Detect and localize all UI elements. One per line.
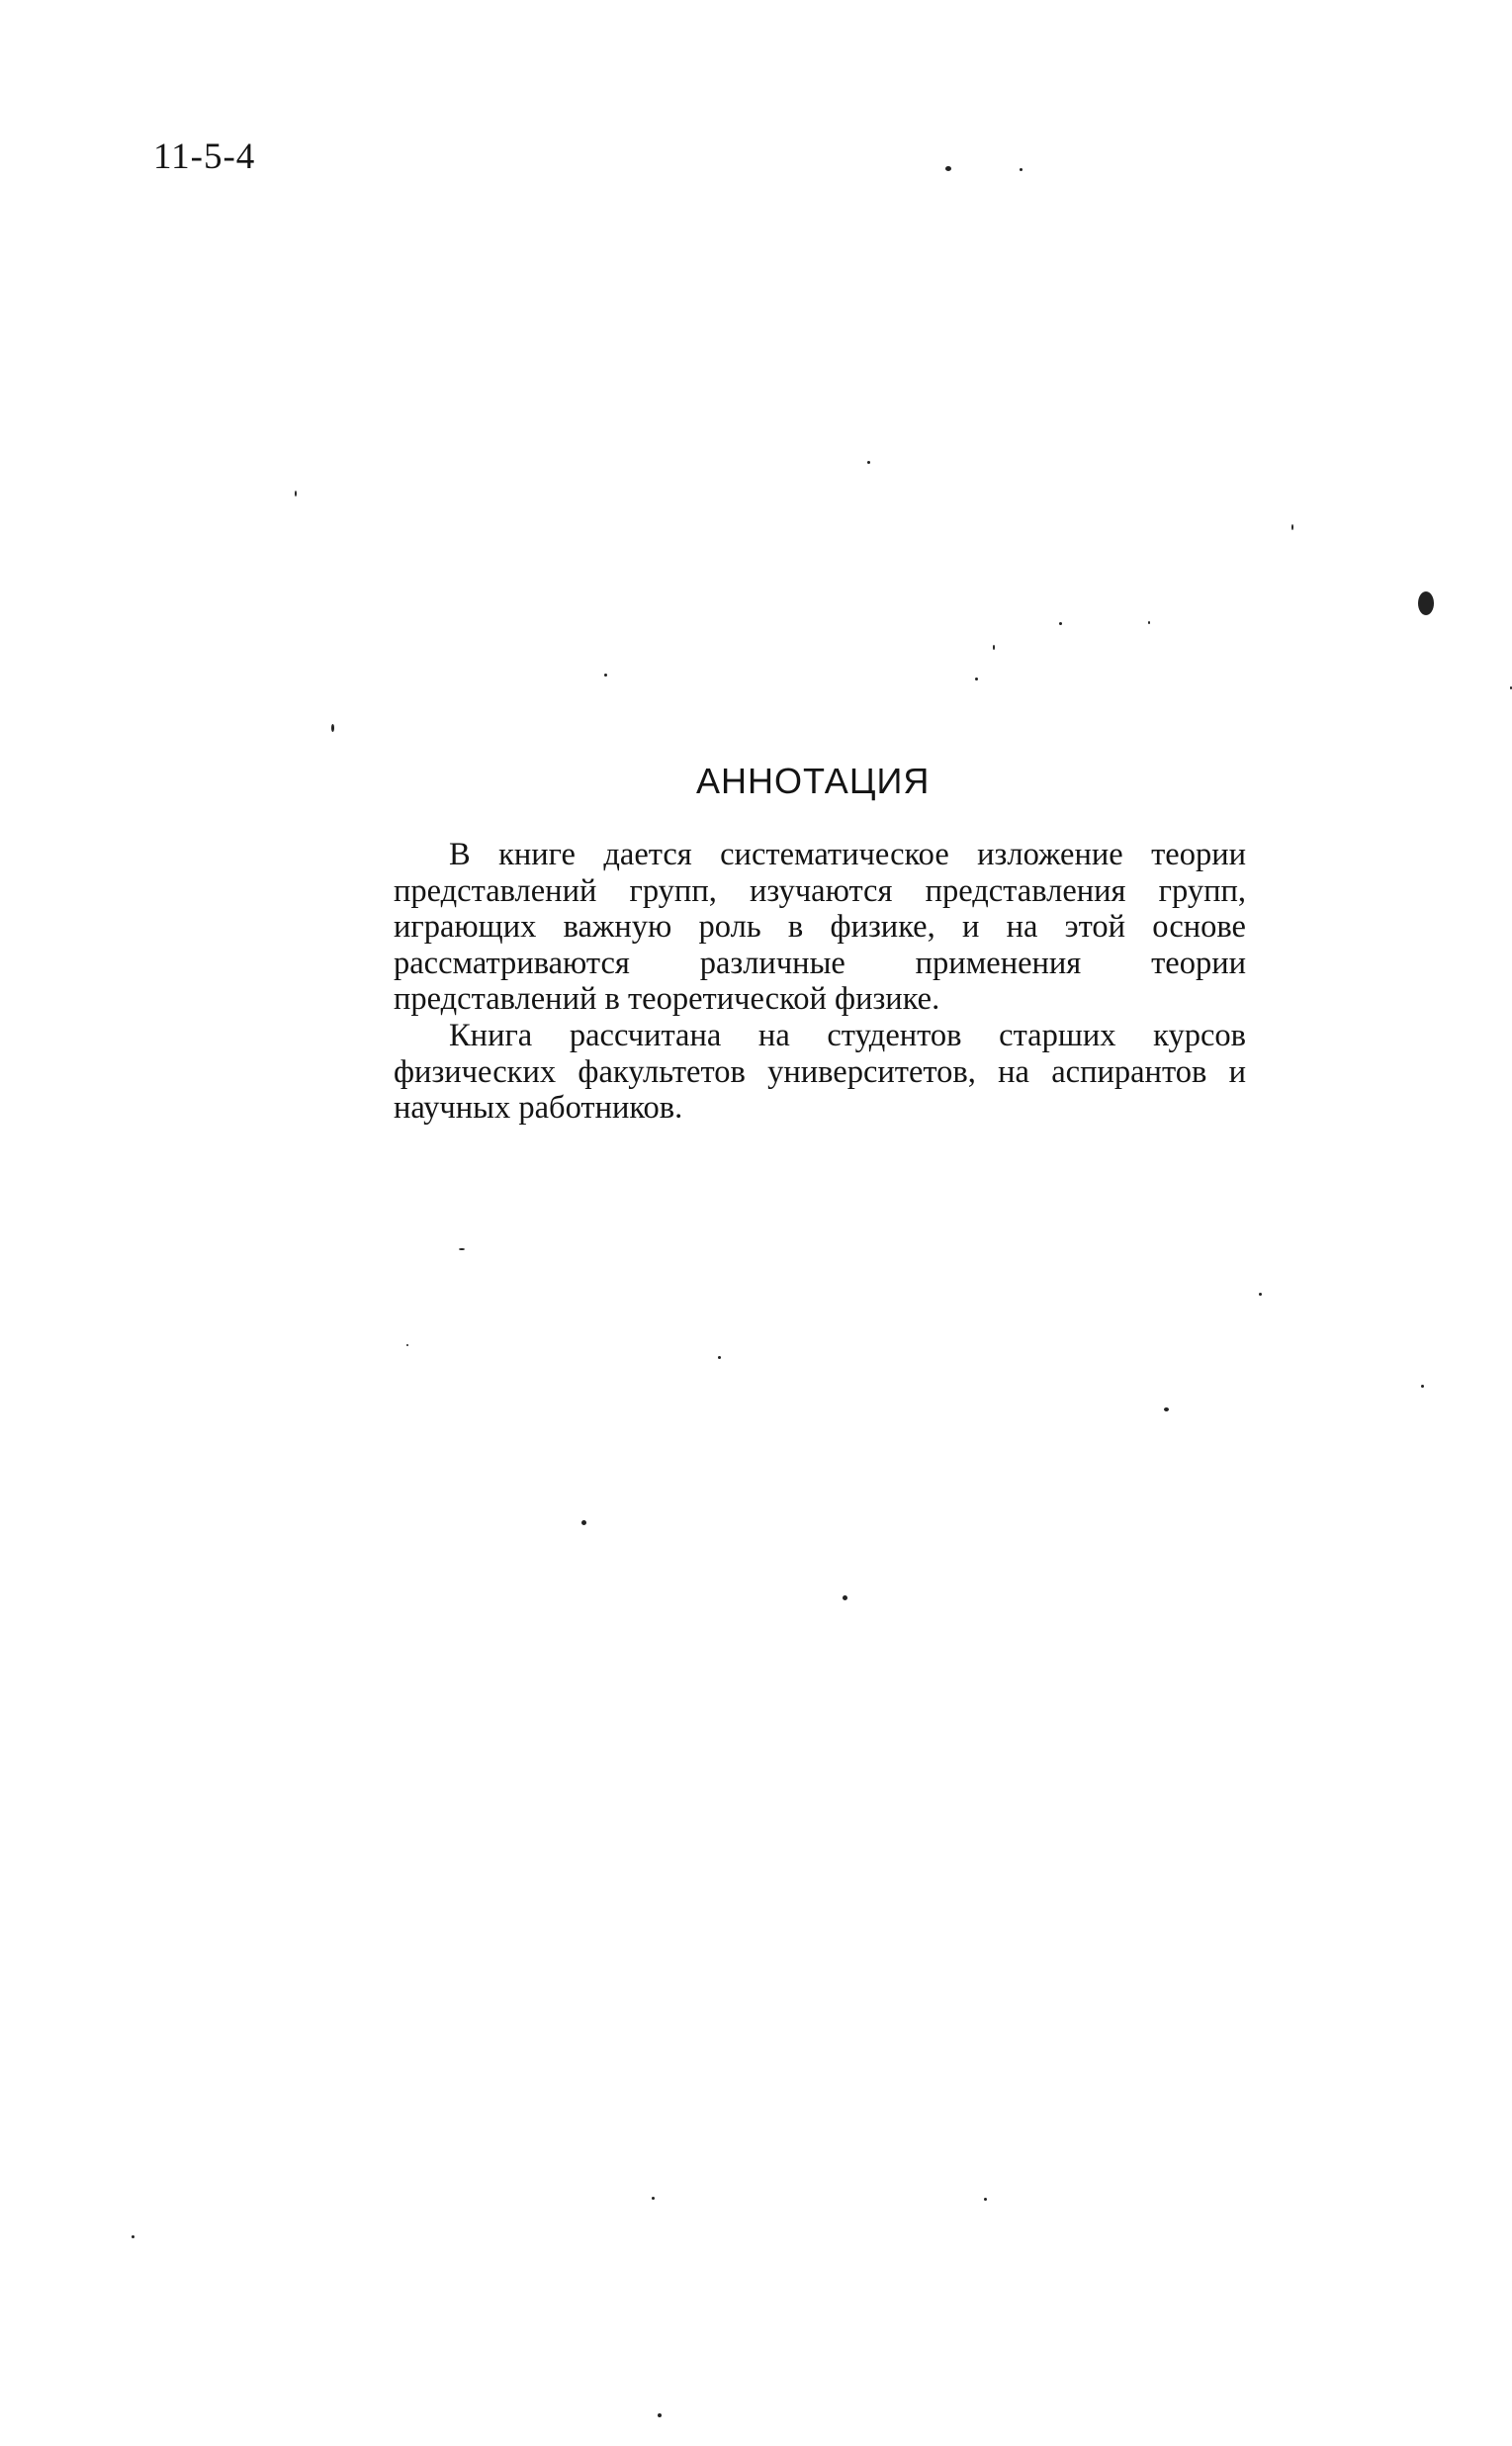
scan-speck	[295, 491, 297, 497]
scan-speck	[843, 1595, 847, 1600]
scan-speck	[945, 166, 951, 171]
scan-speck	[604, 674, 607, 677]
scan-speck	[1059, 622, 1062, 625]
page-code: 11-5-4	[153, 136, 256, 177]
scan-speck	[1164, 1407, 1169, 1411]
annotation-paragraph-1: В книге дается систематическое изложение теории представлений групп, изучаются представления групп, играющих важную роль в физике, и на этой основе рассматриваются различные применения теории представлений в теоретической физике.	[394, 837, 1246, 1018]
scan-speck	[1020, 168, 1023, 171]
scan-speck	[459, 1248, 465, 1250]
scan-speck	[1259, 1293, 1262, 1296]
annotation-paragraph-2: Книга рассчитана на студентов старших курсов физических факультетов университетов, на аспирантов и научных работников.	[394, 1017, 1246, 1127]
scan-speck	[132, 2235, 134, 2238]
scan-speck	[1418, 591, 1434, 615]
scan-speck	[406, 1344, 408, 1346]
scan-speck	[1148, 621, 1150, 624]
scan-speck	[1421, 1385, 1424, 1388]
annotation-heading: АННОТАЦИЯ	[696, 761, 931, 801]
annotation-body	[394, 837, 1246, 1127]
scan-speck	[331, 724, 334, 732]
scan-speck	[1291, 524, 1293, 530]
scan-speck	[658, 2413, 662, 2417]
scan-speck	[581, 1520, 586, 1525]
scan-speck	[975, 678, 978, 680]
scan-speck	[993, 645, 995, 650]
scan-speck	[718, 1356, 721, 1359]
scan-speck	[867, 461, 870, 464]
scan-speck	[652, 2197, 655, 2200]
scan-speck	[984, 2198, 987, 2201]
